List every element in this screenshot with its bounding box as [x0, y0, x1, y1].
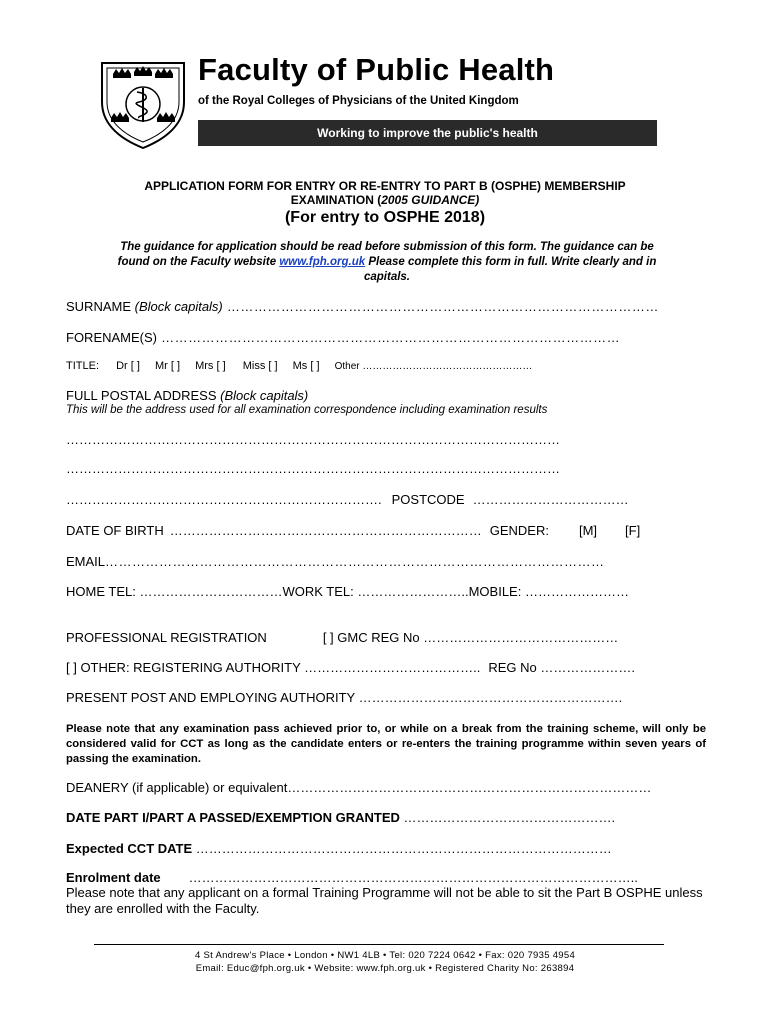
- guidance-line2-pre: found on the Faculty website: [117, 256, 280, 268]
- cct-row[interactable]: [66, 841, 706, 856]
- enrolment-label: Enrolment date: [66, 870, 161, 885]
- cct-label: Expected CCT DATE: [66, 841, 193, 856]
- footer-contact: Email: Educ@fph.org.uk • Website: www.fph.org.uk • Registered Charity No: 263894: [195, 963, 575, 974]
- address-hint: (Block capitals): [220, 388, 309, 403]
- title-mrs-checkbox[interactable]: Mrs [ ]: [195, 360, 226, 372]
- title-mr-checkbox[interactable]: Mr [ ]: [154, 360, 181, 372]
- reg-no-field[interactable]: ………………….: [536, 660, 635, 675]
- postcode-field[interactable]: ………………………………: [472, 492, 629, 507]
- guidance-line2: [66, 255, 708, 270]
- prof-reg-row: [66, 630, 706, 645]
- other-reg-checkbox[interactable]: [ ] OTHER: REGISTERING AUTHORITY: [66, 660, 301, 675]
- surname-field[interactable]: [66, 299, 706, 314]
- forename-label: FORENAME(S): [66, 330, 157, 345]
- address-line-3-row: [66, 492, 706, 507]
- enrolment-note: Please note that any applicant on a formal Training Programme will not be able to sit the Part B OSPHE unless they are enrolled with the Faculty.: [66, 885, 703, 916]
- surname-label: SURNAME: [66, 299, 135, 314]
- gmc-reg-field[interactable]: ………………………………………: [419, 630, 619, 645]
- title-label: TITLE:: [66, 360, 100, 372]
- surname-dots: ……………………………………………………………………………………: [222, 299, 659, 314]
- home-tel-label: HOME TEL:: [66, 584, 136, 599]
- prof-reg-label: PROFESSIONAL REGISTRATION: [66, 630, 267, 645]
- title-miss-checkbox[interactable]: Miss [ ]: [242, 360, 278, 372]
- gender-m-checkbox[interactable]: [M]: [578, 523, 598, 538]
- deanery-dots: …………………………………………………………………………: [287, 780, 652, 795]
- other-reg-row: [66, 660, 706, 675]
- address-line-1[interactable]: ……………………………………………………………………………………………………: [66, 432, 560, 447]
- title-other-field[interactable]: Other ……………………………………………: [334, 361, 533, 372]
- present-post-row[interactable]: [66, 690, 706, 705]
- address-line-2[interactable]: ……………………………………………………………………………………………………: [66, 461, 560, 476]
- work-tel-label: WORK TEL:: [282, 584, 354, 599]
- org-name: Faculty of Public Health: [198, 52, 555, 87]
- gmc-checkbox[interactable]: [ ] GMC REG No: [322, 630, 420, 645]
- deanery-row[interactable]: [66, 780, 706, 795]
- dob-label: DATE OF BIRTH: [66, 523, 164, 538]
- gender-f-checkbox[interactable]: [F]: [625, 523, 641, 538]
- address-label: FULL POSTAL ADDRESS: [66, 388, 221, 403]
- forename-field[interactable]: [66, 330, 706, 345]
- gender-label: GENDER:: [489, 523, 549, 538]
- part-a-dots: ………………………………………….: [399, 810, 616, 825]
- home-tel-field[interactable]: ……………………………: [135, 584, 283, 599]
- guidance-line3: capitals.: [363, 271, 411, 283]
- form-title-line1: APPLICATION FORM FOR ENTRY OR RE-ENTRY TO PART B (OSPHE) MEMBERSHIP: [144, 179, 626, 193]
- present-post-label: PRESENT POST AND EMPLOYING AUTHORITY: [66, 690, 355, 705]
- title-ms-checkbox[interactable]: Ms [ ]: [292, 360, 320, 372]
- present-post-dots: …………………………………………………….: [354, 690, 623, 705]
- address-note: This will be the address used for all examination correspondence including examination results: [66, 404, 548, 416]
- form-title-line2-text: EXAMINATION (: [290, 193, 382, 207]
- guidance-paragraph: [66, 240, 708, 285]
- email-label: EMAIL: [66, 554, 106, 569]
- other-reg-authority-field[interactable]: …………………………………..: [300, 660, 481, 675]
- email-dots: …………………………………………………………………………………………………: [105, 554, 605, 569]
- faculty-crest-logo: [99, 60, 187, 150]
- guidance-line2-post: Please complete this form in full. Write clearly and in: [365, 256, 657, 268]
- postcode-label: POSTCODE: [391, 492, 465, 507]
- title-options: [66, 360, 706, 372]
- tagline-banner: Working to improve the public's health: [198, 120, 657, 146]
- address-line-3[interactable]: ……………………………………………………………….: [66, 492, 382, 507]
- forename-dots: …………………………………………………………………………………………: [157, 330, 621, 345]
- footer-divider: [94, 944, 664, 945]
- part-a-row[interactable]: [66, 810, 706, 825]
- form-subtitle: (For entry to OSPHE 2018): [284, 209, 486, 226]
- exam-pass-note: Please note that any examination pass achieved prior to, or while on a break from the training scheme, will only be considered valid for CCT as long as the candidate enters or re-enters the training programme within seven years of passing the examination.: [66, 723, 706, 765]
- enrolment-row[interactable]: [66, 870, 706, 885]
- part-a-label: DATE PART I/PART A PASSED/EXEMPTION GRANTED: [66, 810, 400, 825]
- reg-no-label: REG No: [488, 660, 537, 675]
- guidance-line1: The guidance for application should be read before submission of this form. The guidance can be: [120, 241, 654, 253]
- dob-gender-row: [66, 523, 706, 538]
- cct-dots: ……………………………………………………………………………………: [192, 841, 612, 856]
- mobile-field[interactable]: ……………………: [521, 584, 629, 599]
- deanery-label: DEANERY (if applicable) or equivalent: [66, 780, 288, 795]
- form-title-guidance-year: 2005 GUIDANCE): [381, 193, 480, 207]
- form-title-line2: [0, 193, 770, 207]
- footer-address: 4 St Andrew's Place • London • NW1 4LB • Tel: 020 7224 0642 • Fax: 020 7935 4954: [194, 950, 576, 961]
- faculty-website-link[interactable]: www.fph.org.uk: [279, 256, 366, 268]
- mobile-label: MOBILE:: [468, 584, 522, 599]
- enrolment-dots: …………………………………………………………………………………………..: [188, 870, 638, 885]
- title-dr-checkbox[interactable]: Dr [ ]: [116, 360, 140, 372]
- dob-field[interactable]: ………………………………………………………………: [169, 523, 482, 538]
- work-tel-field[interactable]: ……………………..: [353, 584, 469, 599]
- email-field[interactable]: [66, 554, 706, 569]
- surname-hint: (Block capitals): [134, 299, 223, 314]
- org-subtitle: of the Royal Colleges of Physicians of the United Kingdom: [198, 95, 519, 107]
- address-heading: [66, 388, 706, 403]
- phone-row: [66, 584, 706, 599]
